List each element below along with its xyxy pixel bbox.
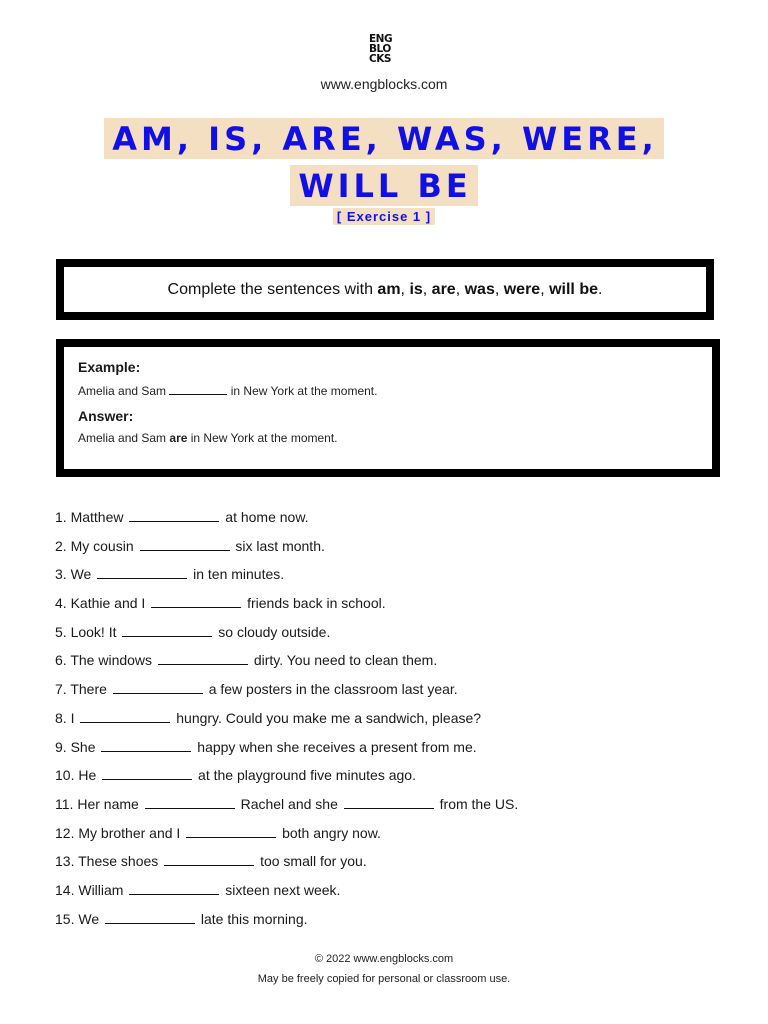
question-text: six last month. (235, 537, 325, 554)
question-text: hungry. Could you make me a sandwich, please? (176, 709, 482, 726)
question-number: 5. (55, 623, 67, 640)
answer-word: are (169, 431, 188, 445)
instruction-word: was (464, 281, 495, 298)
instruction-sep: , (494, 281, 504, 298)
title-line-2: WILL BE (290, 165, 477, 206)
instruction-prefix: Complete the sentences with (167, 281, 378, 298)
question-number: 2. (55, 537, 67, 554)
footer-note: May be freely copied for personal or classroom use. (257, 973, 511, 985)
question-item (55, 880, 715, 909)
question-text: My brother and I (78, 824, 181, 841)
engblocks-logo (369, 34, 401, 64)
question-text: at home now. (225, 509, 309, 525)
answer-sentence (78, 431, 704, 445)
question-number: 15. (55, 910, 75, 927)
question-item (55, 593, 715, 622)
question-number: 14. (55, 881, 75, 898)
example-before: Amelia and Sam (78, 384, 170, 398)
question-item (55, 564, 715, 593)
answer-blank[interactable] (151, 593, 241, 608)
question-text: sixteen next week. (225, 881, 341, 898)
answer-label: Answer: (78, 408, 134, 424)
instruction-sep: , (455, 281, 465, 298)
question-text: We (78, 910, 100, 927)
question-number: 11. (55, 795, 74, 812)
answer-blank[interactable] (129, 880, 219, 895)
question-text: from the US. (439, 795, 519, 812)
answer-blank[interactable] (129, 507, 219, 522)
question-item (55, 909, 715, 938)
instruction-sep: , (400, 281, 410, 298)
instruction-sep: , (422, 281, 432, 298)
question-text: in ten minutes. (193, 566, 285, 583)
question-text: There (70, 681, 107, 698)
question-text: Her name (77, 795, 139, 812)
question-text: too small for you. (260, 853, 367, 870)
instruction-word: will be (549, 281, 598, 298)
answer-blank[interactable] (105, 909, 195, 924)
question-text: a few posters in the classroom last year. (208, 681, 458, 698)
question-number: 13. (55, 853, 75, 870)
question-item (55, 650, 715, 679)
answer-blank[interactable] (97, 564, 187, 579)
question-number: 1. (55, 509, 67, 525)
footer-copyright: © 2022 www.engblocks.com (314, 953, 454, 965)
question-text: These shoes (78, 853, 159, 870)
instruction-word: am (377, 281, 401, 298)
question-number: 8. (55, 709, 67, 726)
question-text: late this morning. (200, 910, 308, 927)
question-text: The windows (70, 652, 153, 669)
instruction-word: are (431, 281, 456, 298)
question-text: Matthew (70, 509, 124, 525)
exercise-label: [ Exercise 1 ] (333, 208, 435, 225)
question-text: She (70, 738, 96, 755)
exercise-label-wrap (0, 208, 768, 226)
question-item (55, 851, 715, 880)
logo-line: CKS (369, 53, 391, 65)
answer-blank[interactable] (102, 765, 192, 780)
question-item (55, 708, 715, 737)
answer-blank[interactable] (186, 823, 276, 838)
answer-blank[interactable] (164, 851, 254, 866)
instruction-sep: , (540, 281, 550, 298)
instruction-word: is (409, 281, 423, 298)
question-text: Look! It (70, 623, 117, 640)
answer-blank[interactable] (140, 536, 230, 551)
question-item (55, 765, 715, 794)
question-text: We (70, 566, 92, 583)
question-text: William (78, 881, 124, 898)
answer-blank[interactable] (80, 708, 170, 723)
answer-after: in New York at the moment. (187, 431, 338, 445)
question-number: 10. (55, 767, 75, 784)
answer-blank[interactable] (344, 794, 434, 809)
answer-blank[interactable] (158, 650, 248, 665)
question-number: 4. (55, 595, 67, 612)
question-item (55, 679, 715, 708)
instruction-suffix: . (598, 281, 603, 298)
example-sentence (78, 382, 704, 398)
question-item (55, 794, 715, 823)
question-text: happy when she receives a present from me. (197, 738, 477, 755)
question-number: 12. (55, 824, 75, 841)
question-text: Kathie and I (70, 595, 146, 612)
question-text: My cousin (70, 537, 134, 554)
question-text: He (78, 767, 97, 784)
question-number: 3. (55, 566, 67, 583)
question-text: so cloudy outside. (218, 623, 331, 640)
question-number: 9. (55, 738, 67, 755)
answer-blank[interactable] (113, 679, 203, 694)
instruction-box (56, 259, 714, 320)
question-text: I (70, 709, 75, 726)
answer-before: Amelia and Sam (78, 431, 170, 445)
question-text: friends back in school. (247, 595, 386, 612)
question-text: Rachel and she (240, 795, 338, 812)
site-url[interactable]: www.engblocks.com (320, 76, 448, 92)
answer-blank[interactable] (145, 794, 235, 809)
example-blank (169, 382, 227, 395)
question-number: 7. (55, 681, 67, 698)
question-item (55, 622, 715, 651)
example-after: in New York at the moment. (227, 384, 378, 398)
question-item (55, 737, 715, 766)
answer-blank[interactable] (122, 622, 212, 637)
title-line-1: AM, IS, ARE, WAS, WERE, (104, 118, 664, 159)
question-text: at the playground five minutes ago. (198, 767, 416, 784)
example-label: Example: (78, 359, 141, 375)
example-box (56, 339, 720, 477)
question-list (55, 507, 715, 937)
question-text: dirty. You need to clean them. (253, 652, 438, 669)
page-title (0, 118, 768, 206)
logo-line: BLO (369, 43, 391, 55)
question-item (55, 823, 715, 852)
question-item (55, 507, 715, 536)
question-text: both angry now. (282, 824, 381, 841)
instruction-word: were (503, 281, 541, 298)
logo-line: ENG (369, 33, 393, 45)
answer-blank[interactable] (101, 737, 191, 752)
question-number: 6. (55, 652, 67, 669)
question-item (55, 536, 715, 565)
